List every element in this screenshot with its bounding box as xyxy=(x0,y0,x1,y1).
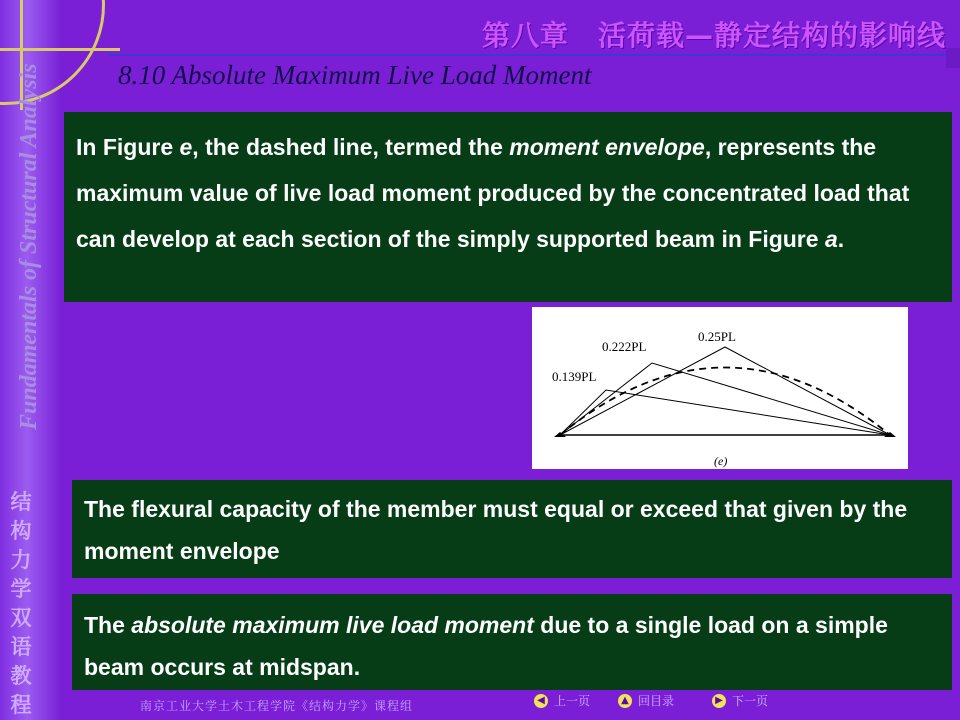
arrow-right-icon: ▶ xyxy=(712,694,726,708)
arrow-left-icon: ◀ xyxy=(534,694,548,708)
label-0222pl: 0.222PL xyxy=(602,339,647,354)
sidebar-chinese-char: 结 xyxy=(10,490,32,514)
sidebar-chinese-char: 学 xyxy=(10,577,32,601)
text-run-italic: absolute maximum live load moment xyxy=(131,612,534,638)
sidebar-chinese-char: 语 xyxy=(10,635,32,659)
text-run: , the dashed line, termed the xyxy=(192,134,510,160)
sidebar-chinese-char: 双 xyxy=(10,606,32,630)
next-page-label: 下一页 xyxy=(732,694,769,708)
toc-button[interactable] xyxy=(618,692,674,709)
moment-envelope-figure xyxy=(532,307,908,469)
chapter-title: 第八章 活荷载—静定结构的影响线 xyxy=(481,19,946,52)
text-run: The xyxy=(84,612,132,638)
footer-course-text: 南京工业大学土木工程学院《结构力学》课程组 xyxy=(140,699,414,713)
next-page-button[interactable] xyxy=(712,692,768,709)
text-run: , represents the maximum value of live load moment produced by the concentrated load that can develop at each section of the simply supported beam in Figure xyxy=(76,134,910,252)
moment-diagram-load-2 xyxy=(560,363,890,435)
sidebar-chinese-char: 教 xyxy=(10,664,32,688)
text-run-italic: moment envelope xyxy=(509,134,705,160)
sidebar-chinese-title xyxy=(8,488,34,720)
toc-label: 回目录 xyxy=(638,694,675,708)
decorative-cross-horizontal xyxy=(0,48,120,51)
moment-envelope-diagram xyxy=(532,307,908,469)
arrow-up-icon: ▲ xyxy=(618,694,632,708)
right-edge-marker xyxy=(946,48,960,68)
text-run-italic: e xyxy=(179,134,193,160)
flexural-capacity-note: The flexural capacity of the member must equal or exceed that given by the moment envelope xyxy=(72,480,952,578)
sidebar-chinese-char: 力 xyxy=(10,548,32,572)
sidebar-chinese-char: 程 xyxy=(10,693,32,717)
moment-envelope-description xyxy=(64,112,952,302)
moment-envelope-curve xyxy=(560,368,890,436)
section-title: 8.10 Absolute Maximum Live Load Moment xyxy=(118,60,592,90)
text-run: due to a single load on a simple beam occurs at midspan. xyxy=(84,612,888,680)
sidebar-chinese-char: 构 xyxy=(10,519,32,543)
figure-caption: (e) xyxy=(714,454,728,468)
text-run: In Figure xyxy=(76,134,180,160)
sidebar-english-title: Fundamentals of Structural Analysis xyxy=(16,63,42,430)
prev-page-label: 上一页 xyxy=(554,694,591,708)
label-0139pl: 0.139PL xyxy=(552,369,597,384)
text-run-italic: a xyxy=(824,226,838,252)
label-025pl: 0.25PL xyxy=(698,329,736,344)
title-underline xyxy=(108,54,946,56)
prev-page-button[interactable] xyxy=(534,692,590,709)
text-run: . xyxy=(837,226,845,252)
absolute-maximum-note xyxy=(72,594,952,690)
